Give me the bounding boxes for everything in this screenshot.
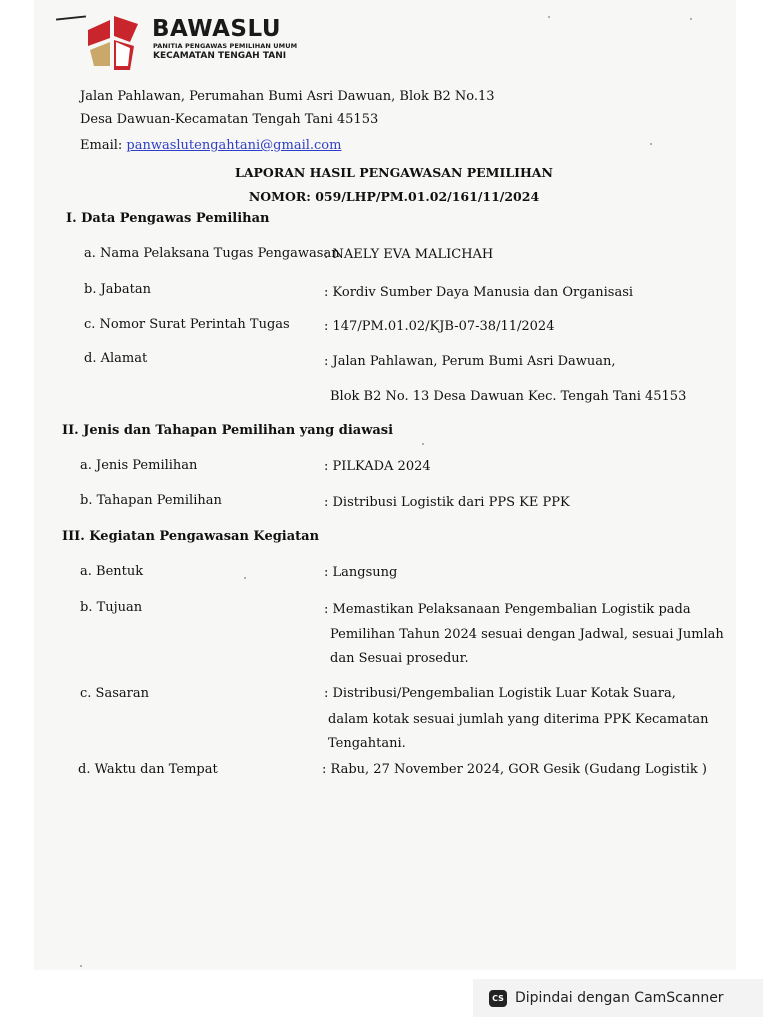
org-district: KECAMATAN TENGAH TANI xyxy=(153,51,287,61)
field-label: d. Waktu dan Tempat xyxy=(78,762,218,777)
field-value: : Kordiv Sumber Daya Manusia dan Organisasi xyxy=(324,285,634,300)
field-label: a. Jenis Pemilihan xyxy=(80,458,198,473)
scan-speck xyxy=(650,143,652,145)
field-label: b. Tahapan Pemilihan xyxy=(80,493,222,508)
field-value: : Distribusi/Pengembalian Logistik Luar Kotak Suara, xyxy=(324,686,676,701)
field-value-continuation: Pemilihan Tahun 2024 sesuai dengan Jadwal, sesuai Jumlah xyxy=(330,627,724,642)
field-label: c. Sasaran xyxy=(80,686,149,701)
field-label: b. Tujuan xyxy=(80,600,143,615)
field-value: : Memastikan Pelaksanaan Pengembalian Logistik pada xyxy=(324,602,691,617)
org-subtitle: PANITIA PENGAWAS PEMILIHAN UMUM xyxy=(153,42,298,50)
field-value: : Distribusi Logistik dari PPS KE PPK xyxy=(324,495,570,510)
field-label: c. Nomor Surat Perintah Tugas xyxy=(84,317,290,332)
scan-speck xyxy=(422,443,424,445)
camscanner-watermark xyxy=(473,979,763,1017)
scan-speck xyxy=(244,577,246,579)
bawaslu-logo-icon xyxy=(80,8,146,74)
field-label: d. Alamat xyxy=(84,351,148,366)
field-label: a. Nama Pelaksana Tugas Pengawasan xyxy=(84,246,340,261)
scan-speck xyxy=(690,18,692,20)
field-value-continuation: dan Sesuai prosedur. xyxy=(330,651,469,666)
section-1-heading: I. Data Pengawas Pemilihan xyxy=(66,211,270,226)
scan-speck xyxy=(548,16,550,18)
scan-speck xyxy=(80,965,82,967)
org-name: BAWASLU xyxy=(152,16,282,42)
camscanner-icon: CS xyxy=(489,990,507,1007)
address-line-1: Jalan Pahlawan, Perumahan Bumi Asri Dawuan, Blok B2 No.13 xyxy=(80,89,495,104)
field-label: a. Bentuk xyxy=(80,564,144,579)
field-value-continuation: dalam kotak sesuai jumlah yang diterima PPK Kecamatan xyxy=(328,712,709,727)
field-value-continuation: Tengahtani. xyxy=(328,736,406,751)
section-3-heading: III. Kegiatan Pengawasan Kegiatan xyxy=(62,529,320,544)
email-label: Email: xyxy=(80,138,123,153)
document-title: LAPORAN HASIL PENGAWASAN PEMILIHAN xyxy=(235,165,553,180)
email-link[interactable]: panwaslutengahtani@gmail.com xyxy=(126,138,342,153)
camscanner-text: Dipindai dengan CamScanner xyxy=(515,990,724,1006)
field-label: b. Jabatan xyxy=(84,282,151,297)
field-value: : Jalan Pahlawan, Perum Bumi Asri Dawuan, xyxy=(324,354,616,369)
section-2-heading: II. Jenis dan Tahapan Pemilihan yang diawasi xyxy=(62,423,394,438)
field-value: : PILKADA 2024 xyxy=(324,459,431,474)
field-value: : Rabu, 27 November 2024, GOR Gesik (Gudang Logistik ) xyxy=(322,762,707,777)
field-value: : NAELY EVA MALICHAH xyxy=(324,247,494,262)
field-value-continuation: Blok B2 No. 13 Desa Dawuan Kec. Tengah Tani 45153 xyxy=(330,389,687,404)
field-value: : Langsung xyxy=(324,565,398,580)
document-number: NOMOR: 059/LHP/PM.01.02/161/11/2024 xyxy=(248,189,540,204)
address-line-2: Desa Dawuan-Kecamatan Tengah Tani 45153 xyxy=(80,112,379,127)
email-line xyxy=(80,138,341,153)
field-value: : 147/PM.01.02/KJB-07-38/11/2024 xyxy=(324,319,555,334)
